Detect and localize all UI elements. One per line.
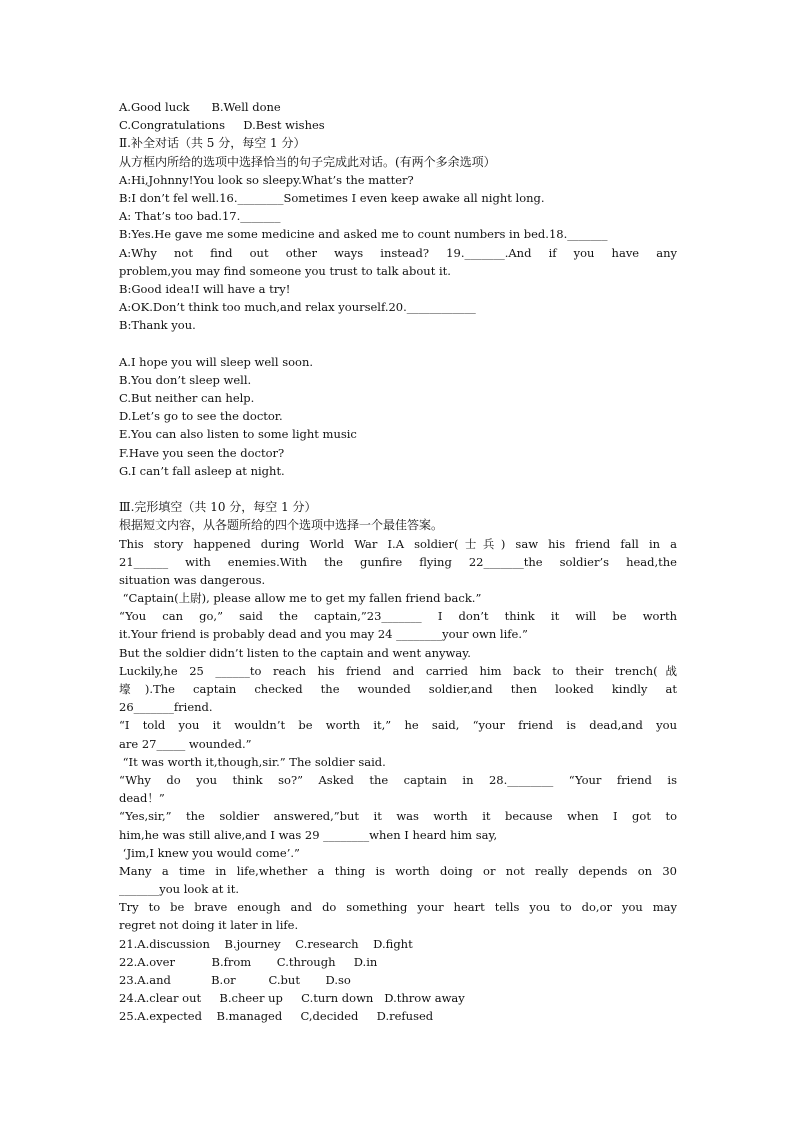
option-item: D.Let’s go to see the doctor. — [119, 409, 283, 424]
option-item: A.I hope you will sleep well soon. — [119, 354, 314, 369]
passage-line: “I told you it wouldn’t be worth it,” he said, “your friend is dead,and you — [119, 718, 677, 733]
dialogue-line: A:OK.Don’t think too much,and relax yourself.20.____________ — [119, 300, 476, 315]
top-options-line-1: A.Good luck B.Well done — [119, 100, 281, 114]
dialogue-line: A: That’s too bad.17._______ — [119, 209, 281, 224]
option-item: G.I can’t fall asleep at night. — [119, 463, 285, 478]
passage-line: ‘Jim,I knew you would come’.” — [119, 845, 300, 860]
passage-line: But the soldier didn’t listen to the captain and went anyway. — [119, 645, 471, 660]
dialogue-line: A:Why not find out other ways instead? 19._______.And if you have any — [119, 245, 677, 260]
spacer — [119, 480, 677, 498]
dialogue-line: A:Hi,Johnny!You look so sleepy.What’s the matter? — [119, 172, 414, 187]
dialogue-line: B:Thank you. — [119, 318, 196, 333]
top-options-line-2: C.Congratulations D.Best wishes — [119, 118, 325, 133]
passage-line: dead！” — [119, 791, 165, 806]
section-3-title: Ⅲ.完形填空（共 10 分，每空 1 分） — [119, 500, 317, 515]
passage-line: “Yes,sir,” the soldier answered,”but it was worth it because when I got to — [119, 809, 677, 824]
passage-line: “Captain(上尉), please allow me to get my fallen friend back.” — [119, 591, 482, 606]
section-3-instruction: 根据短文内容，从各题所给的四个选项中选择一个最佳答案。 — [119, 518, 444, 533]
passage-line: 26_______friend. — [119, 700, 213, 715]
section-2-instruction: 从方框内所给的选项中选择恰当的句子完成此对话。(有两个多余选项） — [119, 154, 496, 169]
section-2-title: Ⅱ.补全对话（共 5 分，每空 1 分） — [119, 136, 306, 151]
passage-line: situation was dangerous. — [119, 572, 266, 587]
passage-line: him,he was still alive,and I was 29 ________when I heard him say, — [119, 827, 498, 842]
option-item: E.You can also listen to some light music — [119, 427, 357, 442]
spacer — [119, 334, 677, 352]
passage-line: _______you look at it. — [119, 882, 239, 897]
question-options: 21.A.discussion B.journey C.research D.fight — [119, 936, 413, 951]
question-options: 25.A.expected B.managed C,decided D.refused — [119, 1009, 434, 1024]
passage-line: 21______ with enemies.With the gunfire flying 22_______the soldier’s head,the — [119, 554, 677, 569]
dialogue-line: B:Good idea!I will have a try! — [119, 281, 291, 296]
passage-line: Try to be brave enough and do something your heart tells you to do,or you may — [119, 900, 677, 915]
option-item: B.You don’t sleep well. — [119, 372, 252, 387]
question-options: 22.A.over B.from C.through D.in — [119, 954, 378, 969]
passage-line: Luckily,he 25 ______to reach his friend and carried him back to their trench(战 — [119, 663, 677, 678]
passage-line: This story happened during World War I.A soldier(士兵) saw his friend fall in a — [119, 536, 677, 551]
passage-line: “Why do you think so?” Asked the captain in 28.________ “Your friend is — [119, 772, 677, 787]
dialogue-line: B:I don’t fel well.16.________Sometimes I even keep awake all night long. — [119, 190, 545, 205]
dialogue-line: problem,you may find someone you trust to talk about it. — [119, 263, 451, 278]
passage-line: 壕).The captain checked the wounded soldier,and then looked kindly at — [119, 682, 677, 696]
passage-line: are 27_____ wounded.” — [119, 736, 252, 751]
question-options: 23.A.and B.or C.but D.so — [119, 973, 351, 987]
passage-line: “You can go,” said the captain,”23_______ I don’t think it will be worth — [119, 609, 677, 624]
passage-line: regret not doing it later in life. — [119, 918, 299, 933]
question-options: 24.A.clear out B.cheer up C.turn down D.throw away — [119, 991, 465, 1006]
option-item: C.But neither can help. — [119, 391, 255, 405]
dialogue-line: B:Yes.He gave me some medicine and asked me to count numbers in bed.18._______ — [119, 227, 608, 242]
passage-line: “It was worth it,though,sir.” The soldier said. — [119, 754, 386, 769]
option-item: F.Have you seen the doctor? — [119, 445, 285, 460]
exam-page — [119, 98, 677, 1026]
passage-line: Many a time in life,whether a thing is worth doing or not really depends on 30 — [119, 863, 677, 878]
passage-line: it.Your friend is probably dead and you may 24 ________your own life.” — [119, 627, 528, 642]
